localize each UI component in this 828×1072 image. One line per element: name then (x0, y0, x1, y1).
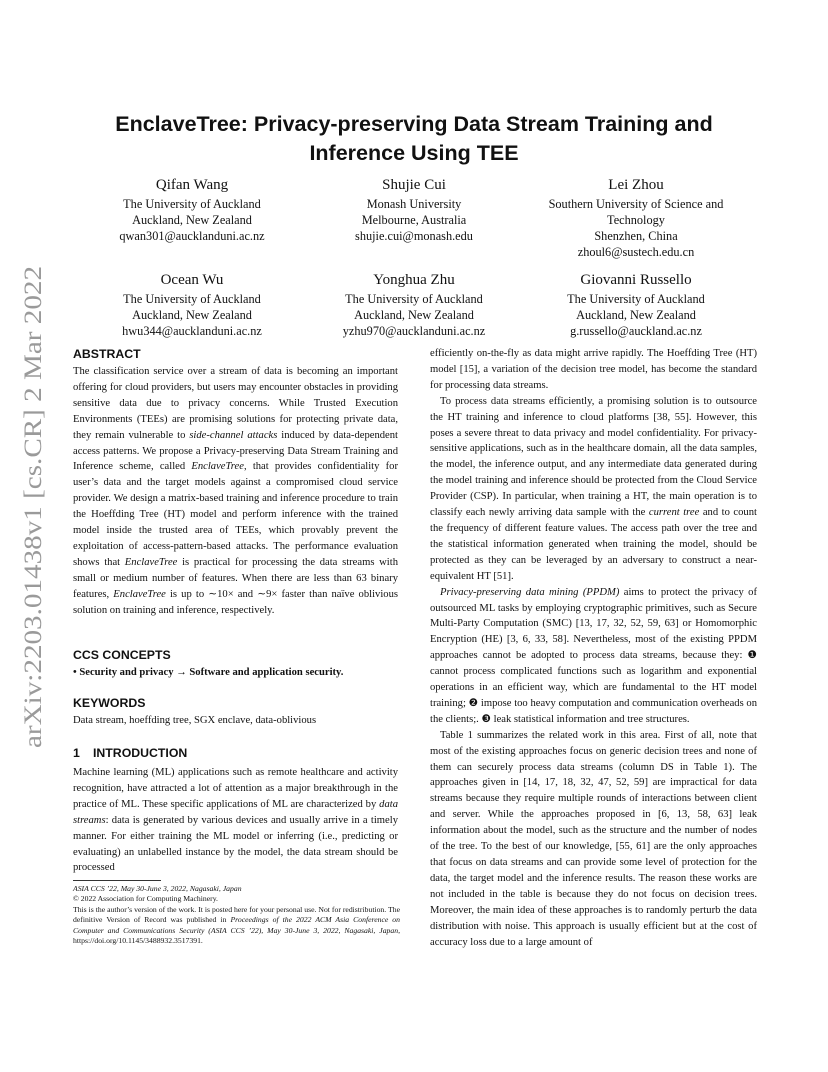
section-number: 1 (73, 746, 80, 760)
author-name: Lei Zhou (608, 177, 664, 193)
author-email: shujie.cui@monash.edu (355, 229, 473, 243)
ccs-heading: CCS CONCEPTS (73, 648, 171, 662)
author-block (294, 175, 534, 244)
author-name: Ocean Wu (160, 272, 224, 288)
arxiv-stamp-text: arXiv:2203.01438v1 [cs.CR] 2 Mar 2022 (20, 334, 47, 748)
author-block (294, 270, 534, 339)
author-affiliation: The University of Auckland (123, 292, 261, 306)
author-email: hwu344@aucklanduni.ac.nz (122, 324, 262, 338)
body-paragraph: efficiently on-the-fly as data might arrive rapidly. The Hoeffding Tree (HT) model [15], a variation of the decision tree model, has become the standard for processing data streams. (430, 348, 757, 391)
paper-title (60, 110, 768, 168)
abstract-heading: ABSTRACT (73, 347, 141, 361)
author-block (516, 270, 756, 339)
keywords-heading: KEYWORDS (73, 696, 146, 710)
title-line-1: EnclaveTree: Privacy-preserving Data Stream Training and (115, 112, 713, 136)
body-paragraph: Table 1 summarizes the related work in this area. First of all, note that most of the existing approaches focus on generic decision trees and none of them can securely process data streams (column DS in Table 1). The approaches given in [14, 17, 18, 32, 47, 52, 59] are impractical for data streams because they require multiple rounds of interactions between client and server. While the approaches proposed in [6, 13, 58, 63] leak information about the model, such as the structure and the number of nodes of the tree. To the best of our knowledge, [55, 61] are the only approaches that focus on data streams and can provide some level of protection for the data, the target model and the inference results. The reason these works are not included in the table is because they do not focus on decision trees. Moreover, the main idea of these approaches is to randomly perturb the data distribution with noise. This approach is usually efficient but at the cost of accuracy loss due to a large amount of (430, 729, 757, 948)
author-location: Shenzhen, China (594, 229, 678, 243)
footnote-separator (73, 880, 161, 881)
author-affiliation: The University of Auckland (345, 292, 483, 306)
footnote (73, 884, 400, 946)
author-block (516, 175, 756, 260)
footnote-note: This is the author’s version of the work. It is posted here for your personal use. Not for redistribution. The definitive Version of Record was published in Proceedings of the 2022 ACM Asia Conference on Computer and Communications Security (ASIA CCS ’22), May 30-June 3, 2022, Nagasaki, Japan, https://doi.org/10.1145/3488932.3517391. (73, 904, 400, 946)
body-paragraph: To process data streams efficiently, a promising solution is to outsource the HT training and inference to cloud platforms [38, 55]. However, this poses a severe threat to data privacy and model confidentiality. For privacy-sensitive applications, such as in the healthcare domain, all the data samples, the model, the inference output, and any intermediate data generated during the model training and inference should be protected from the Cloud Service Provider (CSP). In particular, when training a HT, the main operation is to classify each newly arriving data sample with the current tree and to count the frequency of different feature values. The access path over the tree and the statistical information generated when training the model, should be protected as they can be leveraged by an adversary to construct a near-equivalent HT [51]. (430, 395, 757, 582)
title-line-2: Inference Using TEE (309, 141, 519, 165)
author-location: Melbourne, Australia (361, 213, 467, 227)
intro-heading (73, 745, 187, 761)
abstract-paragraph: The classification service over a stream of data is becoming an important offering for cloud providers, but users may encounter obstacles in providing sensitive data due to privacy concerns. While Trusted Execution Environments (TEEs) are promising solutions for protecting private data, they remain vulnerable to side-channel attacks induced by data-dependent access patterns. We propose a Privacy-preserving Data Stream Training and Inference scheme, called EnclaveTree, that provides confidentiality for user’s data and the target models against a compromised cloud service provider. We design a matrix-based training and inference procedure to train the Hoeffding Tree (HT) model and perform inference with the trained model inside the trusted area of TEEs, which provably prevent the exploitation of access-pattern-based attacks. The performance evaluation shows that EnclaveTree is practical for processing the data streams with small or medium number of features. When there are less than 63 binary features, EnclaveTree is up to ∼10× and ∼9× faster than naïve oblivious solution on training and inference, respectively. (73, 366, 398, 616)
author-email: yzhu970@aucklanduni.ac.nz (342, 324, 486, 338)
ccs-concept-item: • Security and privacy → Software and application security. (73, 667, 344, 678)
author-name: Giovanni Russello (580, 272, 692, 288)
author-email: g.russello@auckland.ac.nz (570, 324, 702, 338)
author-location: Auckland, New Zealand (576, 308, 696, 322)
author-location: Auckland, New Zealand (132, 213, 252, 227)
author-affiliation: The University of Auckland (123, 197, 261, 211)
author-name: Shujie Cui (382, 177, 446, 193)
author-location: Auckland, New Zealand (132, 308, 252, 322)
right-column-body (430, 346, 757, 950)
intro-body (73, 765, 398, 876)
body-paragraph: Privacy-preserving data mining (PPDM) aims to protect the privacy of outsourced ML tasks by employing cryptographic primitives, such as Secure Multi-Party Computation (SMC) [13, 17, 32, 52, 59, 63] or Homomorphic Encryption (HE) [3, 6, 33, 58]. Nevertheless, most of the existing PPDM approaches cannot be adopted to process data streams, because they: ❶ cannot process complicated functions such as logarithm and exponential operations in an efficient way, which are fundamental to the HT model training; ❷ impose too heavy computation and communication overheads on the clients;. ❸ leak statistical information and tree structures. (430, 586, 757, 725)
section-title: INTRODUCTION (93, 746, 188, 760)
intro-paragraph: Machine learning (ML) applications such as remote healthcare and activity recognition, have attracted a lot of attention as a major breakthrough in the practice of ML. These specific applications of ML are characterized by data streams: data is generated by various devices and usually arrive in a timely manner. For either training the ML model or inferring (i.e., predicting or evaluating) an unlabelled instance by the model, the data stream should be processed (73, 767, 398, 874)
keywords-text: Data stream, hoeffding tree, SGX enclave, data-oblivious (73, 715, 317, 726)
author-email: qwan301@aucklanduni.ac.nz (119, 229, 265, 243)
author-affiliation: Southern University of Science and (548, 197, 724, 211)
author-block (72, 175, 312, 244)
author-affiliation: Monash University (366, 197, 462, 211)
author-name: Qifan Wang (155, 177, 229, 193)
arxiv-stamp (5, 262, 49, 752)
footnote-copyright: © 2022 Association for Computing Machinery. (73, 894, 218, 904)
author-affiliation-cont: Technology (607, 213, 665, 227)
author-name: Yonghua Zhu (373, 272, 455, 288)
abstract-body (73, 364, 398, 619)
author-location: Auckland, New Zealand (354, 308, 474, 322)
author-email: zhoul6@sustech.edu.cn (577, 245, 695, 259)
footnote-venue: ASIA CCS ’22, May 30-June 3, 2022, Nagasaki, Japan (73, 884, 242, 893)
author-block (72, 270, 312, 339)
author-affiliation: The University of Auckland (567, 292, 705, 306)
